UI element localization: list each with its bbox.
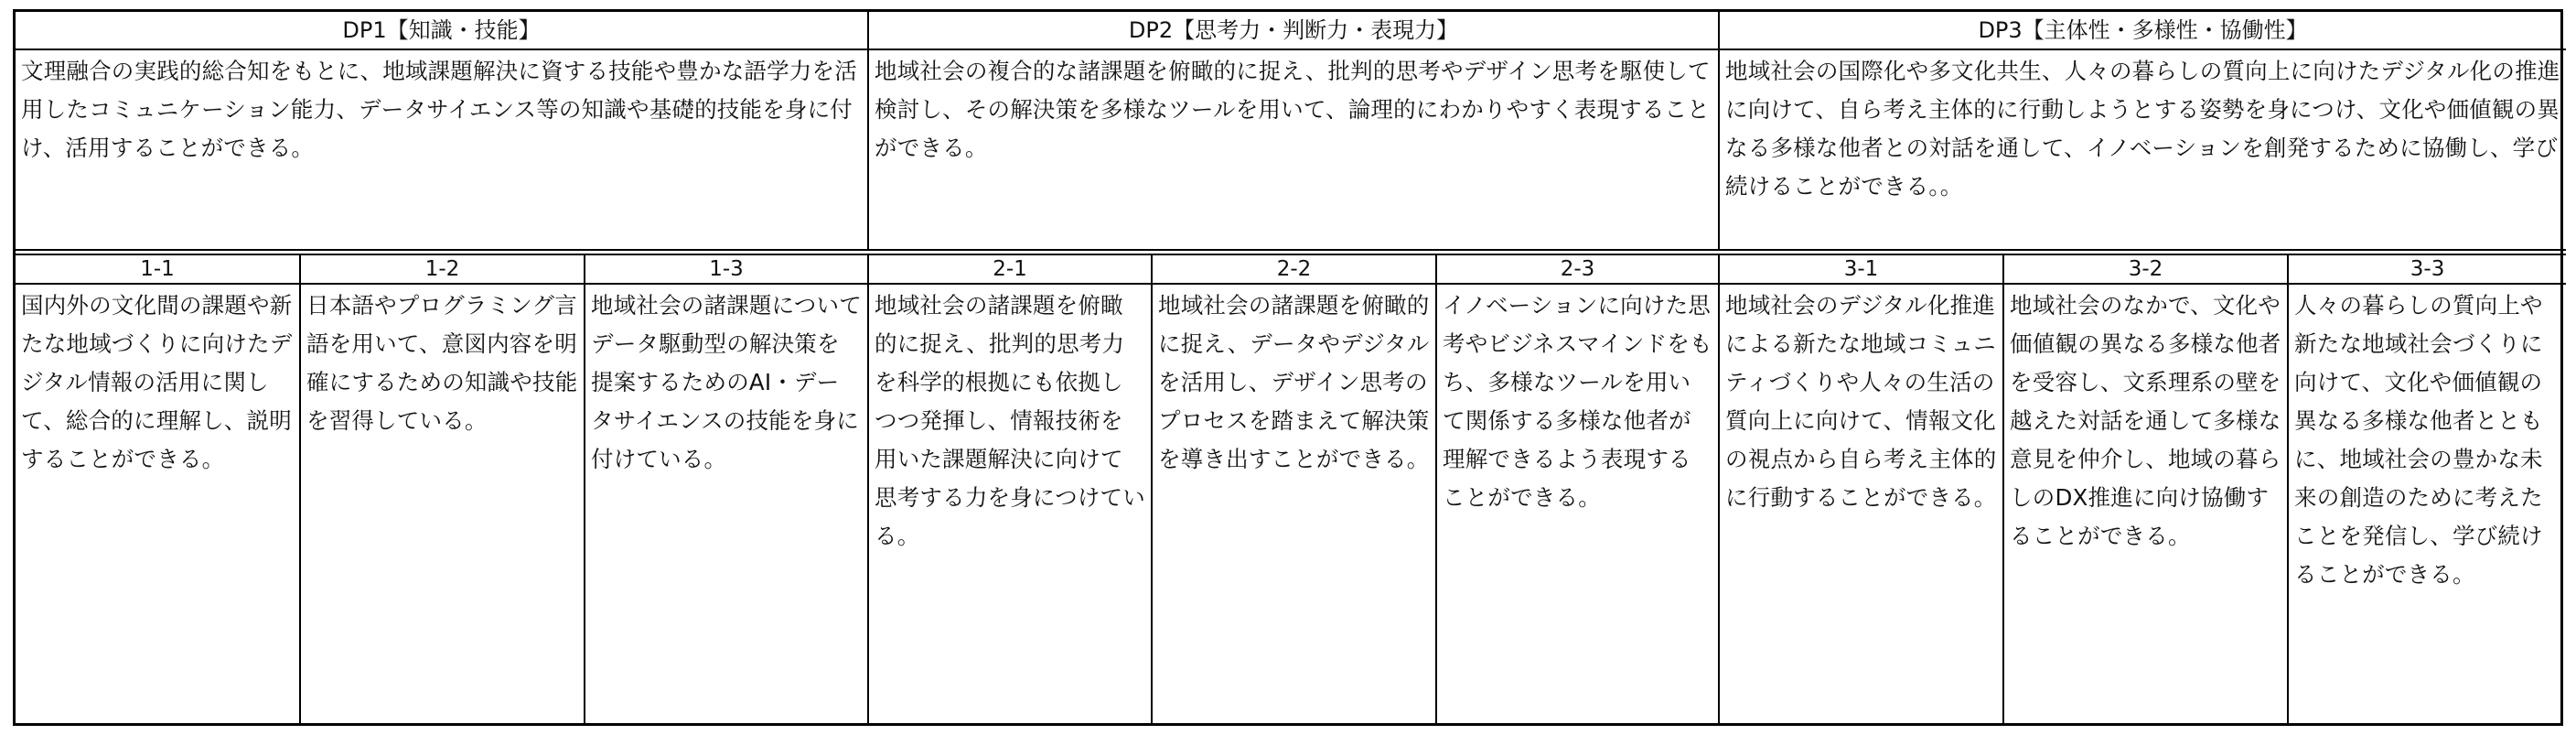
sub-code-1-1: 1-1 <box>16 253 300 285</box>
dp2-title: DP2【思考力・判断力・表現力】 <box>868 12 1719 49</box>
dp1-title: DP1【知識・技能】 <box>16 12 868 49</box>
sub-code-2-2: 2-2 <box>1152 253 1436 285</box>
sub-code-3-3: 3-3 <box>2288 253 2566 285</box>
sub-code-1-3: 1-3 <box>585 253 868 285</box>
sub-code-row <box>16 253 2566 285</box>
sub-text-2-2: 地域社会の諸課題を俯瞰的に捉え、データやデジタルを活用し、デザイン思考のプロセスを踏まえて解決策を導き出すことができる。 <box>1152 284 1436 723</box>
dp2-description: 地域社会の複合的な諸課題を俯瞰的に捉え、批判的思考やデザイン思考を駆使して検討し、その解決策を多様なツールを用いて、論理的にわかりやすく表現することができる。 <box>868 49 1719 253</box>
dp-description-row <box>16 49 2566 253</box>
sub-code-3-1: 3-1 <box>1719 253 2003 285</box>
sub-text-3-3: 人々の暮らしの質向上や新たな地域社会づくりに向けて、文化や価値観の異なる多様な他者とともに、地域社会の豊かな未来の創造のために考えたことを発信し、学び続けることができる。 <box>2288 284 2566 723</box>
sub-text-1-2: 日本語やプログラミング言語を用いて、意図内容を明確にするための知識や技能を習得している。 <box>300 284 585 723</box>
sub-description-row <box>16 284 2566 723</box>
sub-text-3-2: 地域社会のなかで、文化や価値観の異なる多様な他者を受容し、文系理系の壁を越えた対話を通して多様な意見を仲介し、地域の暮らしのDX推進に向け協働することができる。 <box>2003 284 2288 723</box>
diploma-policy-table <box>16 12 2566 723</box>
sub-code-3-2: 3-2 <box>2003 253 2288 285</box>
sub-code-1-2: 1-2 <box>300 253 585 285</box>
sub-text-2-3: イノベーションに向けた思考やビジネスマインドをもち、多様なツールを用いて関係する多様な他者が理解できるよう表現することができる。 <box>1436 284 1719 723</box>
dp1-description: 文理融合の実践的総合知をもとに、地域課題解決に資する技能や豊かな語学力を活用したコミュニケーション能力、データサイエンス等の知識や基礎的技能を身に付け、活用することができる。 <box>16 49 868 253</box>
sub-text-2-1: 地域社会の諸課題を俯瞰的に捉え、批判的思考力を科学的根拠にも依拠しつつ発揮し、情報技術を用いた課題解決に向けて思考する力を身につけている。 <box>868 284 1152 723</box>
sub-text-3-1: 地域社会のデジタル化推進による新たな地域コミュニティづくりや人々の生活の質向上に向けて、情報文化の視点から自ら考え主体的に行動することができる。 <box>1719 284 2003 723</box>
dp-title-row <box>16 12 2566 49</box>
dp3-description: 地域社会の国際化や多文化共生、人々の暮らしの質向上に向けたデジタル化の推進に向けて、自ら考え主体的に行動しようとする姿勢を身につけ、文化や価値観の異なる多様な他者との対話を通して、イノベーションを創発するために協働し、学び続けることができる。。 <box>1719 49 2566 253</box>
dp3-title: DP3【主体性・多様性・協働性】 <box>1719 12 2566 49</box>
sub-text-1-3: 地域社会の諸課題についてデータ駆動型の解決策を提案するためのAI・データサイエンスの技能を身に付けている。 <box>585 284 868 723</box>
sub-code-2-3: 2-3 <box>1436 253 1719 285</box>
sub-code-2-1: 2-1 <box>868 253 1152 285</box>
dp-table-frame <box>13 9 2563 726</box>
sub-text-1-1: 国内外の文化間の課題や新たな地域づくりに向けたデジタル情報の活用に関して、総合的に理解し、説明することができる。 <box>16 284 300 723</box>
